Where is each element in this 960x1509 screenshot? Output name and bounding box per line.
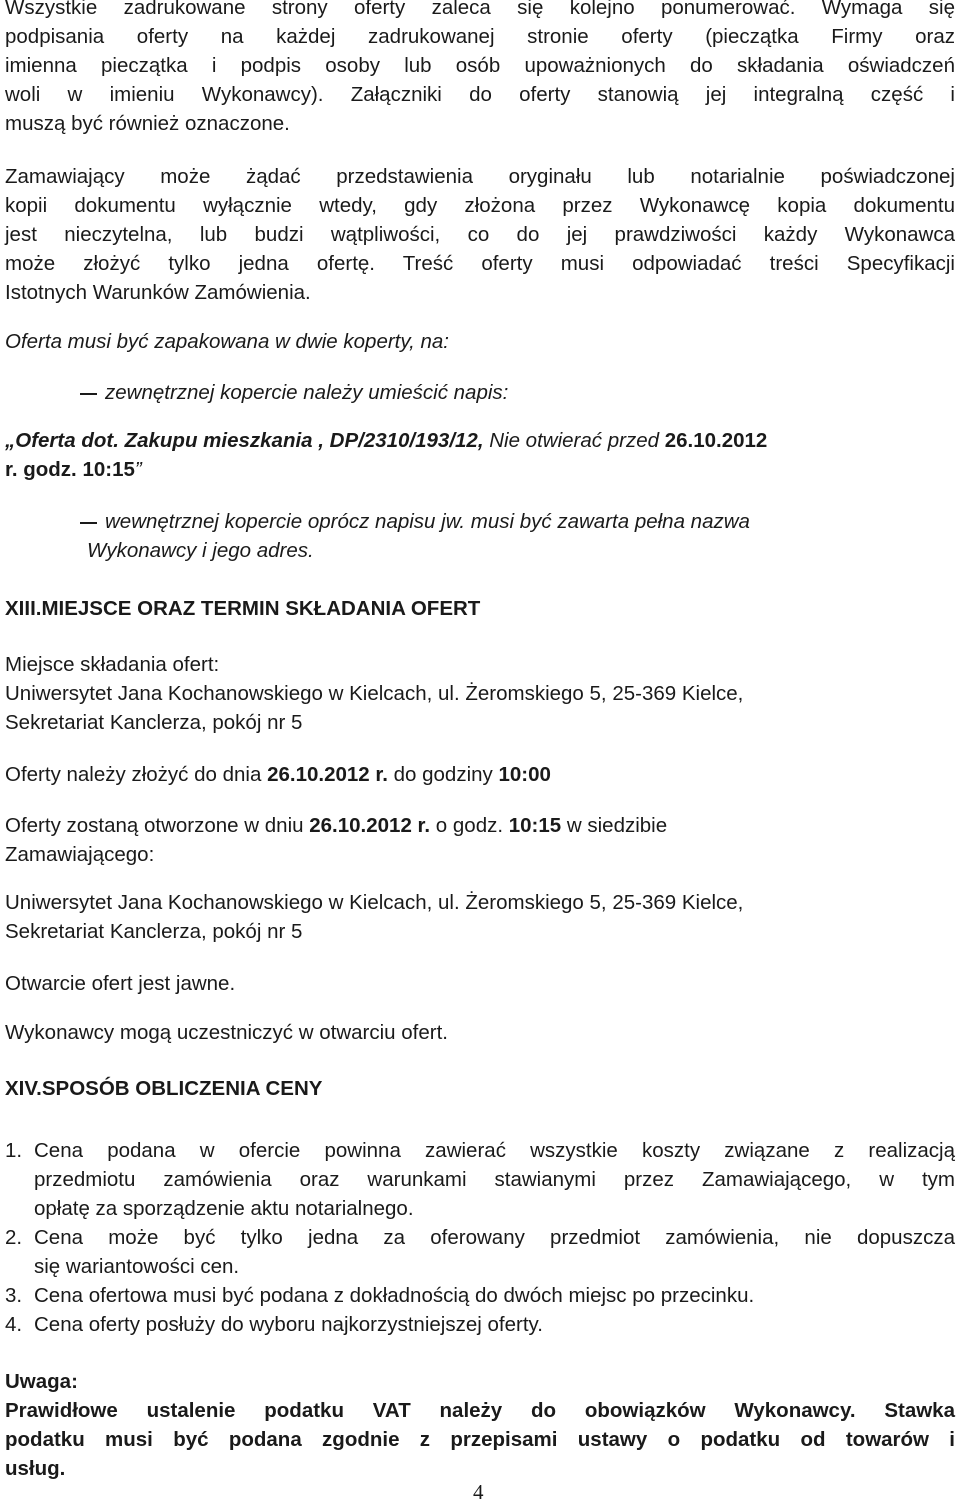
dash-bullet-icon: [80, 522, 97, 524]
outer-envelope-text: [5, 426, 955, 484]
address-block: [5, 679, 955, 737]
deadline-date: 26.10.2012 r.: [267, 763, 388, 786]
paragraph-original-documents: [5, 162, 955, 307]
text-line: kopii dokumentu wyłącznie wtedy, gdy złożona przez Wykonawcę kopia dokumentu: [5, 194, 955, 217]
paragraph-numbering-signing: [5, 0, 955, 138]
section-13-heading: XIII.MIEJSCE ORAZ TERMIN SKŁADANIA OFERT: [5, 597, 481, 620]
address-line: Uniwersytet Jana Kochanowskiego w Kielcach, ul. Żeromskiego 5, 25-369 Kielce,: [5, 891, 744, 914]
outer-envelope-label: zewnętrznej kopercie należy umieścić napis:: [105, 381, 509, 404]
text-line: usług.: [5, 1457, 66, 1480]
closing-quote: ”: [134, 458, 142, 481]
opening-date: 26.10.2012: [664, 429, 768, 452]
address-line: Sekretariat Kanclerza, pokój nr 5: [5, 711, 303, 734]
inner-envelope-text: wewnętrznej kopercie oprócz napisu jw. musi być zawarta pełna nazwa: [105, 510, 750, 533]
opening-info: Oferty zostaną otworzone w dniu 26.10.2012 r. o godz. 10:15 w siedzibie Zamawiającego:: [5, 814, 668, 866]
text-line: podpisania oferty na każdej zadrukowanej stronie oferty (pieczątka Firmy oraz: [5, 25, 955, 48]
opening-time: r. godz. 10:15: [5, 458, 135, 481]
section-14-heading: XIV.SPOSÓB OBLICZENIA CENY: [5, 1077, 323, 1100]
address-line: Uniwersytet Jana Kochanowskiego w Kielcach, ul. Żeromskiego 5, 25-369 Kielce,: [5, 682, 744, 705]
dash-bullet-icon: [80, 393, 97, 395]
envelope-intro: Oferta musi być zapakowana w dwie koperty, na:: [5, 330, 449, 353]
text-line: Zamawiający może żądać przedstawienia oryginału lub notarialnie poświadczonej: [5, 165, 955, 188]
text-line: Prawidłowe ustalenie podatku VAT należy do obowiązków Wykonawcy. Stawka: [5, 1399, 955, 1422]
page-number: 4: [473, 1480, 484, 1504]
text-line: woli w imieniu Wykonawcy). Załączniki do oferty stanowią jej integralną część i: [5, 83, 955, 106]
opening-address-block: [5, 888, 955, 946]
text-line: imienna pieczątka i podpis osoby lub osób upoważnionych do składania oświadczeń: [5, 54, 955, 77]
opening-date: 26.10.2012 r.: [309, 814, 431, 837]
opening-time: 10:15: [508, 814, 562, 837]
offer-title: „Oferta dot. Zakupu mieszkania , DP/2310/193/12,: [5, 429, 484, 452]
participation-note: Wykonawcy mogą uczestniczyć w otwarciu ofert.: [5, 1021, 448, 1044]
text-line: muszą być również oznaczone.: [5, 112, 290, 135]
text-line: Istotnych Warunków Zamówienia.: [5, 281, 311, 304]
text-line: jest nieczytelna, lub budzi wątpliwości, co do jej prawdziwości każdy Wykonawca: [5, 223, 955, 246]
do-not-open: Nie otwierać przed: [483, 429, 665, 452]
text-line: Wszystkie zadrukowane strony oferty zaleca się kolejno ponumerować. Wymaga się: [5, 0, 955, 19]
vat-note: [5, 1396, 955, 1483]
inner-envelope-item: [80, 507, 750, 536]
deadline-time: 10:00: [498, 763, 551, 786]
public-opening-note: Otwarcie ofert jest jawne.: [5, 972, 236, 995]
address-line: Sekretariat Kanclerza, pokój nr 5: [5, 920, 303, 943]
outer-envelope-item: [80, 378, 508, 407]
place-label: Miejsce składania ofert:: [5, 653, 220, 676]
note-label: Uwaga:: [5, 1370, 78, 1393]
submission-deadline: Oferty należy złożyć do dnia 26.10.2012 r. do godziny 10:00: [5, 763, 551, 786]
text-line: podatku musi być podana zgodnie z przepisami ustawy o podatku od towarów i: [5, 1428, 955, 1451]
inner-envelope-text-cont: Wykonawcy i jego adres.: [87, 539, 314, 562]
text-line: może złożyć tylko jedna ofertę. Treść oferty musi odpowiadać treści Specyfikacji: [5, 252, 955, 275]
